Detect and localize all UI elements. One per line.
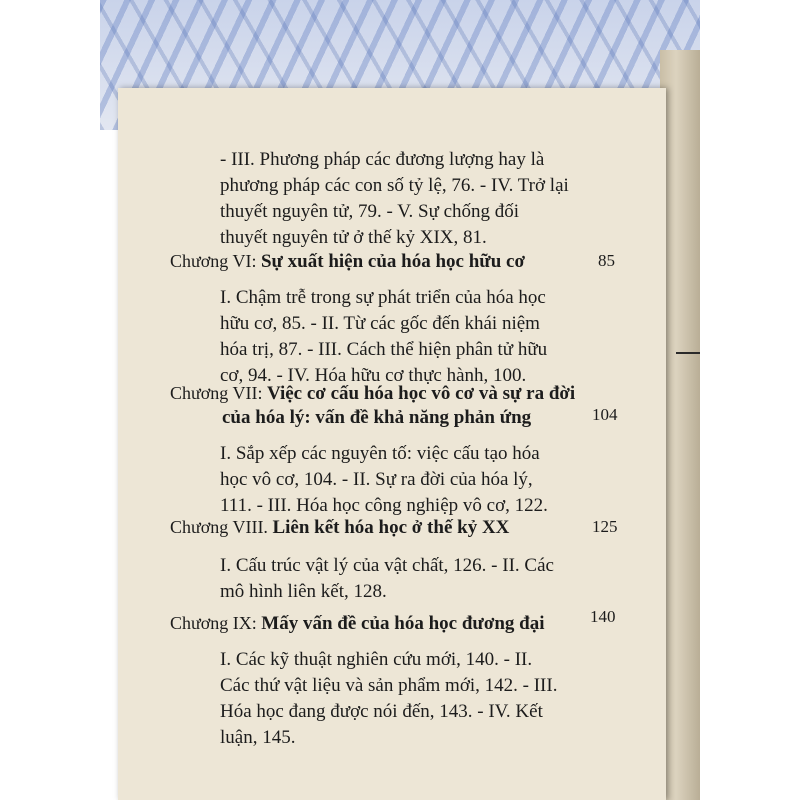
chapter-page-number: 104 xyxy=(592,405,618,424)
toc-line: hóa trị, 87. - III. Cách thể hiện phân tử hữu xyxy=(220,339,548,360)
toc-line: - III. Phương pháp các đương lượng hay là xyxy=(220,149,545,170)
toc-line: thuyết nguyên tử, 79. - V. Sự chống đối xyxy=(220,201,520,222)
chapter-prefix: Chương VI: xyxy=(170,251,257,271)
chapter-heading xyxy=(170,380,575,407)
toc-line: I. Chậm trễ trong sự phát triển của hóa học xyxy=(220,287,546,308)
chapter-page-number: 85 xyxy=(598,251,615,270)
toc-line: phương pháp các con số tỷ lệ, 76. - IV. Trở lại xyxy=(220,175,569,196)
toc-line: Hóa học đang được nói đến, 143. - IV. Kết xyxy=(220,701,543,722)
toc-line: 111. - III. Hóa học công nghiệp vô cơ, 122. xyxy=(220,495,548,516)
chapter-heading xyxy=(170,610,545,637)
toc-line: học vô cơ, 104. - II. Sự ra đời của hóa lý, xyxy=(220,469,533,490)
toc-line: Các thứ vật liệu và sản phẩm mới, 142. - III. xyxy=(220,675,558,696)
chapter-title: Sự xuất hiện của hóa học hữu cơ xyxy=(260,251,525,272)
book-page-edge xyxy=(660,50,700,800)
chapter-heading-continued xyxy=(222,404,531,431)
page-edge-mark xyxy=(676,352,700,354)
toc-line: cơ, 94. - IV. Hóa hữu cơ thực hành, 100. xyxy=(220,365,527,386)
toc-line: thuyết nguyên tử ở thế kỷ XIX, 81. xyxy=(220,227,487,248)
chapter-title: Liên kết hóa học ở thế kỷ XX xyxy=(272,517,510,538)
chapter-heading xyxy=(170,248,525,275)
chapter-prefix: Chương VIII. xyxy=(170,517,268,537)
chapter-heading xyxy=(170,514,509,541)
toc-line: luận, 145. xyxy=(220,727,296,748)
toc-line: hữu cơ, 85. - II. Từ các gốc đến khái niệm xyxy=(220,313,540,334)
chapter-title: Việc cơ cấu hóa học vô cơ và sự ra đời xyxy=(266,383,576,404)
chapter-page-number: 140 xyxy=(590,607,616,626)
toc-line: mô hình liên kết, 128. xyxy=(220,581,387,602)
toc-line: I. Các kỹ thuật nghiên cứu mới, 140. - II. xyxy=(220,649,533,670)
toc-line: I. Cấu trúc vật lý của vật chất, 126. - II. Các xyxy=(220,555,554,576)
chapter-prefix: Chương IX: xyxy=(170,613,257,633)
chapter-title: Mấy vấn đề của hóa học đương đại xyxy=(261,613,545,634)
chapter-page-number: 125 xyxy=(592,517,618,536)
chapter-title: của hóa lý: vấn đề khả năng phản ứng xyxy=(222,407,532,428)
toc-line: I. Sắp xếp các nguyên tố: việc cấu tạo hóa xyxy=(220,443,540,464)
chapter-prefix: Chương VII: xyxy=(170,383,263,403)
